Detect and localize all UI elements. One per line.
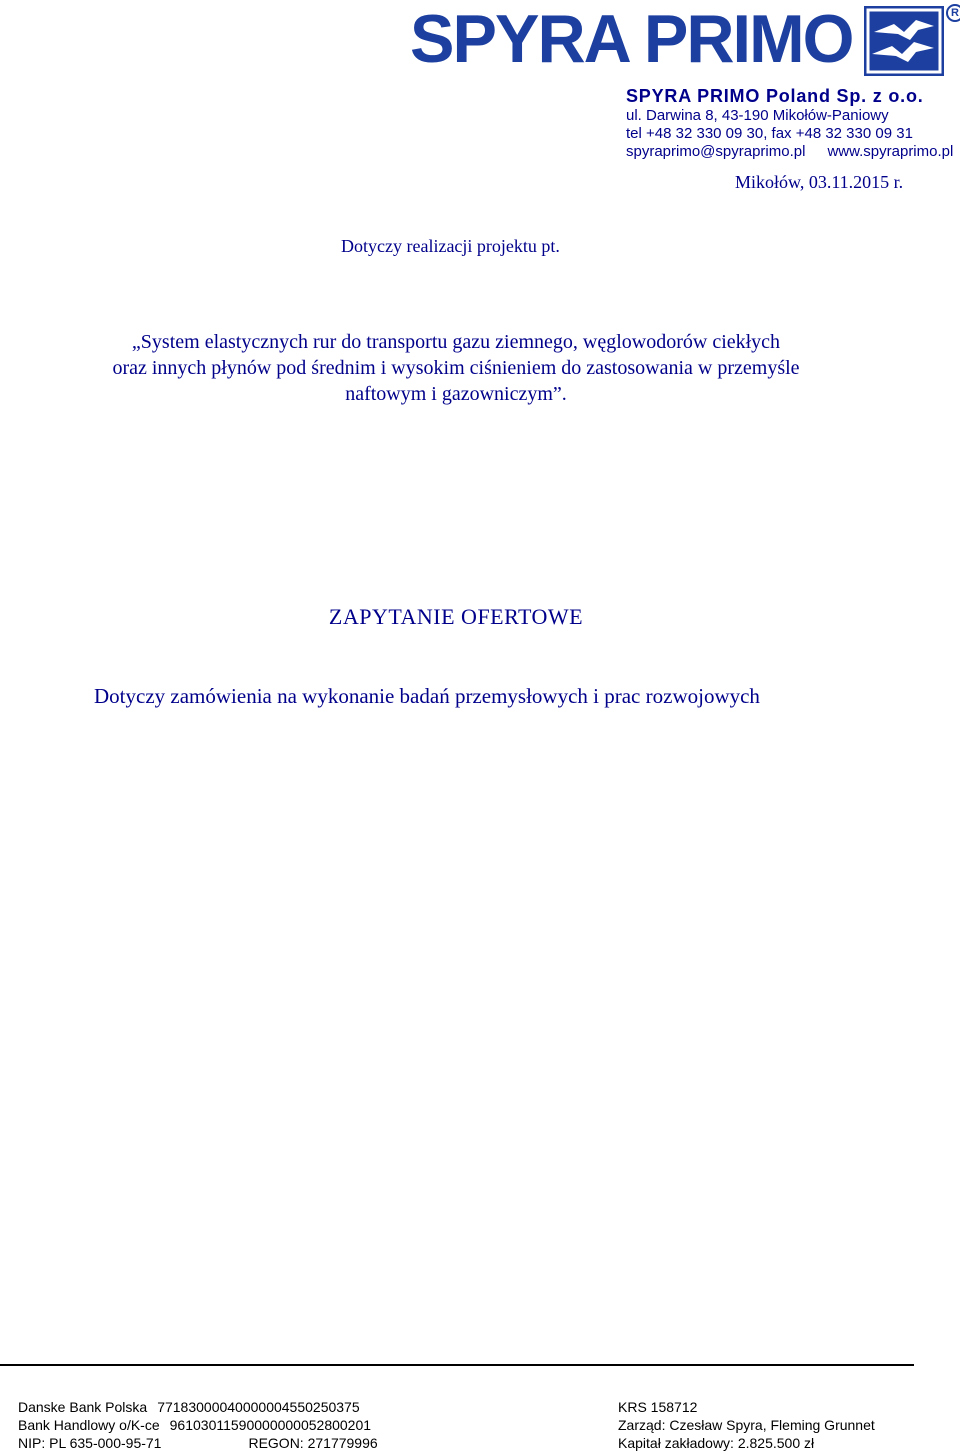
project-title-line: oraz innych płynów pod średnim i wysokim ciśnieniem do zastosowania w przemyśle	[112, 357, 800, 379]
project-title	[0, 329, 912, 407]
regon-number: REGON: 271779996	[248, 1435, 378, 1451]
footer-ids-row	[18, 1434, 378, 1452]
intro-text: Dotyczy zamówienia na wykonanie badań przemysłowych i prac rozwojowych	[94, 684, 760, 708]
registered-mark-icon: R	[946, 4, 960, 22]
footer-divider	[0, 1364, 914, 1366]
company-website[interactable]: www.spyraprimo.pl	[827, 143, 954, 160]
subject-line: Dotyczy realizacji projektu pt.	[341, 236, 560, 256]
krs-number: KRS 158712	[618, 1399, 698, 1415]
company-phone-fax: tel +48 32 330 09 30, fax +48 32 330 09 31	[626, 125, 913, 142]
project-title-line: naftowym i gazowniczym”.	[345, 383, 567, 405]
bank2-account: 96103011590000000052800201	[169, 1417, 372, 1433]
footer-company-info	[618, 1398, 875, 1452]
footer-bank2-row	[18, 1416, 378, 1434]
bank2-label: Bank Handlowy o/K-ce	[18, 1417, 160, 1433]
company-email[interactable]: spyraprimo@spyraprimo.pl	[626, 143, 806, 160]
company-name: SPYRA PRIMO Poland Sp. z o.o.	[626, 86, 924, 106]
logo-wordmark: SPYRA PRIMO	[410, 1, 853, 77]
bank1-account: 77183000040000004550250375	[157, 1399, 360, 1415]
document-date: Mikołów, 03.11.2015 r.	[735, 172, 904, 192]
board-members: Zarząd: Czesław Spyra, Fleming Grunnet	[618, 1417, 875, 1433]
document-heading: ZAPYTANIE OFERTOWE	[328, 604, 584, 629]
share-capital: Kapitał zakładowy: 2.825.500 zł	[618, 1435, 815, 1451]
company-info	[626, 85, 953, 161]
footer-bank-info	[18, 1398, 378, 1452]
company-address: ul. Darwina 8, 43-190 Mikołów-Paniowy	[626, 107, 889, 124]
company-contacts	[626, 143, 953, 161]
bank1-label: Danske Bank Polska	[18, 1399, 148, 1415]
company-logo	[410, 1, 959, 78]
footer-bank1-row	[18, 1398, 378, 1416]
logo-birds-icon	[864, 6, 944, 76]
nip-number: NIP: PL 635-000-95-71	[18, 1435, 162, 1451]
project-title-line: „System elastycznych rur do transportu gazu ziemnego, węglowodorów ciekłych	[131, 331, 781, 353]
